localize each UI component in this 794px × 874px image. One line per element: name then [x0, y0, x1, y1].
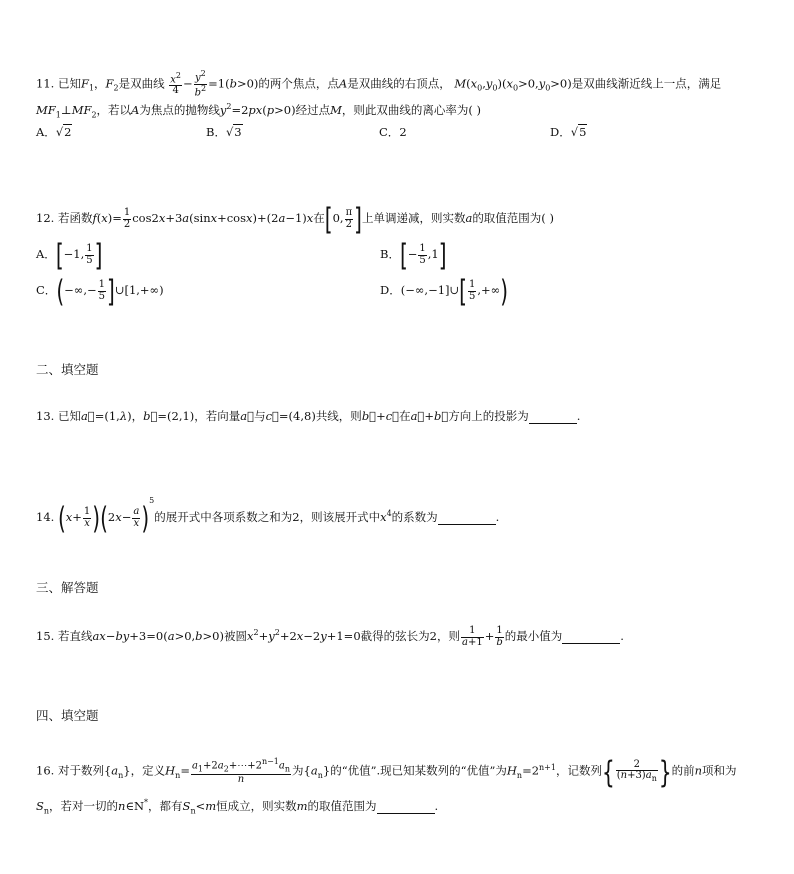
q11-text: 的两个焦点，点 — [258, 76, 339, 91]
q12-option-c: C．(−∞,− $\frac{1}{5}$ ]∪[1,+∞) — [36, 273, 164, 309]
q16-line2: $S_n$，若对一切的n∈N*，都有$S_n<m$恒成立，则实数m的取值范围为 . — [36, 798, 439, 816]
q16-text: ，都有 — [148, 799, 183, 813]
q15-number: 15. — [36, 629, 55, 643]
q12-option-d: D．(−∞,−1]∪[ $\frac{1}{5}$ ,+∞) — [380, 273, 509, 309]
section-heading-4: 四、填空题 — [36, 708, 99, 723]
q15-text: 的最小值为 — [504, 629, 563, 643]
q11-frac-y2-b2: $\frac{y^2}{b^2}$ — [194, 69, 207, 99]
q13-number: 13. — [36, 409, 55, 423]
q16-text: 为 — [292, 763, 304, 778]
q11-text: 已知 — [57, 76, 81, 91]
q16-text: ，定义 — [130, 763, 166, 778]
q12-text: 的取值范围为( ) — [472, 211, 554, 225]
q14-stem: 14. (x+ $\frac{1}{x}$ )(2x− $\frac{a}{x}$ )$^5$的展开式中各项系数之和为2，则该展开式中$x^4$的系数为 . — [36, 496, 500, 536]
q13-text: 与 — [254, 409, 266, 423]
q11-text: 是双曲线的右顶点， — [347, 76, 451, 91]
q11-option-b: B．√3 — [206, 125, 242, 139]
q15-answer-blank[interactable] — [562, 629, 620, 644]
q11-option-c: C．2 — [379, 125, 407, 139]
q11-line2: $MF_1\perp MF_2$，若以A为焦点的抛物线$y^2=2px(p>0)$经过点M，则此双曲线的离心率为( ) — [36, 102, 482, 120]
q13-answer-blank[interactable] — [529, 409, 577, 424]
q11-text: 是双曲线渐近线上一点，满足 — [571, 76, 722, 91]
q15-text: ，则 — [436, 629, 460, 643]
q11-line1: 11. 已知$F_1$，$F_2$是双曲线 $\frac{x^2}{4}$ − $\frac{y^2}{b^2}$ =1(b>0)的两个焦点，点A是双曲线的右顶点， $M(x_0,y_0)(x_0>0,y_0>0)$是双曲线渐近线上一点，满足 — [36, 69, 722, 99]
q15-text: 被圆 — [224, 629, 247, 643]
q12-number: 12. — [36, 211, 55, 225]
q15-text: 若直线 — [57, 629, 93, 643]
q14-text: ，则该展开式中 — [299, 510, 381, 524]
q13-text: 共线，则 — [315, 409, 362, 423]
q16-text: 的“优值”.现已知某数列的“优值”为 — [330, 763, 507, 778]
q16-text: 的取值范围为 — [307, 799, 377, 813]
q16-text: ，记数列 — [555, 763, 602, 778]
q11-text: 经过点 — [295, 103, 331, 117]
q11-options — [36, 124, 756, 144]
q14-text: 的系数为 — [391, 510, 438, 524]
q11-text: ，则此双曲线的离心率为( ) — [341, 103, 482, 117]
q11-frac-x2-4: $\frac{x^2}{4}$ — [170, 70, 181, 97]
q14-text: 的展开式中各项系数之和为 — [154, 510, 293, 524]
q16-text: 项和为 — [702, 763, 737, 778]
q13-stem: 13. 已知a⃗=(1,λ)，b⃗=(2,1)，若向量a⃗与c⃗=(4,8)共线，则b⃗+c⃗在a⃗+b⃗方向上的投影为 . — [36, 409, 581, 423]
q15-text: 截得的弦长为 — [360, 629, 430, 643]
q16-text: 的前 — [671, 763, 695, 778]
q13-text: 方向上的投影为 — [448, 409, 529, 423]
section-heading-3: 三、解答题 — [36, 580, 99, 595]
q12-text: 若函数 — [57, 211, 93, 225]
q12-option-b: B．[− $\frac{1}{5}$ ,1] — [380, 237, 447, 273]
q13-text: ，若向量 — [194, 409, 241, 423]
q13-text: ， — [131, 409, 144, 423]
q11-option-d: D．√5 — [550, 125, 587, 139]
q16-text: 恒成立，则实数 — [216, 799, 297, 813]
q15-stem: 15. 若直线ax−by+3=0(a>0,b>0)被圆$x^2+y^2+2x-2y+1=0$截得的弦长为2，则 $\frac{1}{a+1}$ + $\frac{1}{b}$ 的最小值为 . — [36, 625, 624, 648]
q12-option-a: A．[−1, $\frac{1}{5}$ ] — [36, 237, 103, 273]
q11-number: 11. — [36, 76, 55, 91]
q16-text: ，若对一切的 — [49, 799, 119, 813]
q16-number: 16. — [36, 763, 55, 778]
q11-text: 是双曲线 — [118, 76, 165, 91]
q13-text: 已知 — [57, 409, 81, 423]
q11-text: ， — [94, 76, 106, 91]
q14-answer-blank[interactable] — [438, 510, 496, 525]
section-heading-2: 二、填空题 — [36, 362, 99, 377]
q11-option-a: A．√2 — [36, 125, 72, 139]
q16-text: 对于数列 — [57, 763, 104, 778]
q12-text: 在 — [313, 211, 325, 225]
q12-text: 上单调递减，则实数 — [361, 211, 466, 225]
q16-line1: 16. 对于数列$\{a_n\}$，定义$H_n=$ $\frac{a_1+2a_2+\cdots+2^{n-1}a_n}{n}$ 为$\{a_n\}$的“优值”.现已知某数列的“优值”为$H_n=2^{n+1}$，记数列{ $\frac{2}{(n+3)a_n}$ }的前n项和为 — [36, 753, 737, 790]
q11-text: ，若以 — [96, 103, 132, 117]
q13-text: 在 — [399, 409, 411, 423]
q11-text: 为焦点的抛物线 — [139, 103, 220, 117]
q14-number: 14. — [36, 510, 55, 524]
q16-answer-blank[interactable] — [377, 799, 435, 814]
q12-stem: 12. 若函数f(x)= $\frac{1}{2}$ cos2x+3a(sinx+cosx)+(2a−1)x在[0, $\frac{\pi}{2}$ ]上单调递减，则实数a的取值范围为( ) — [36, 201, 554, 237]
